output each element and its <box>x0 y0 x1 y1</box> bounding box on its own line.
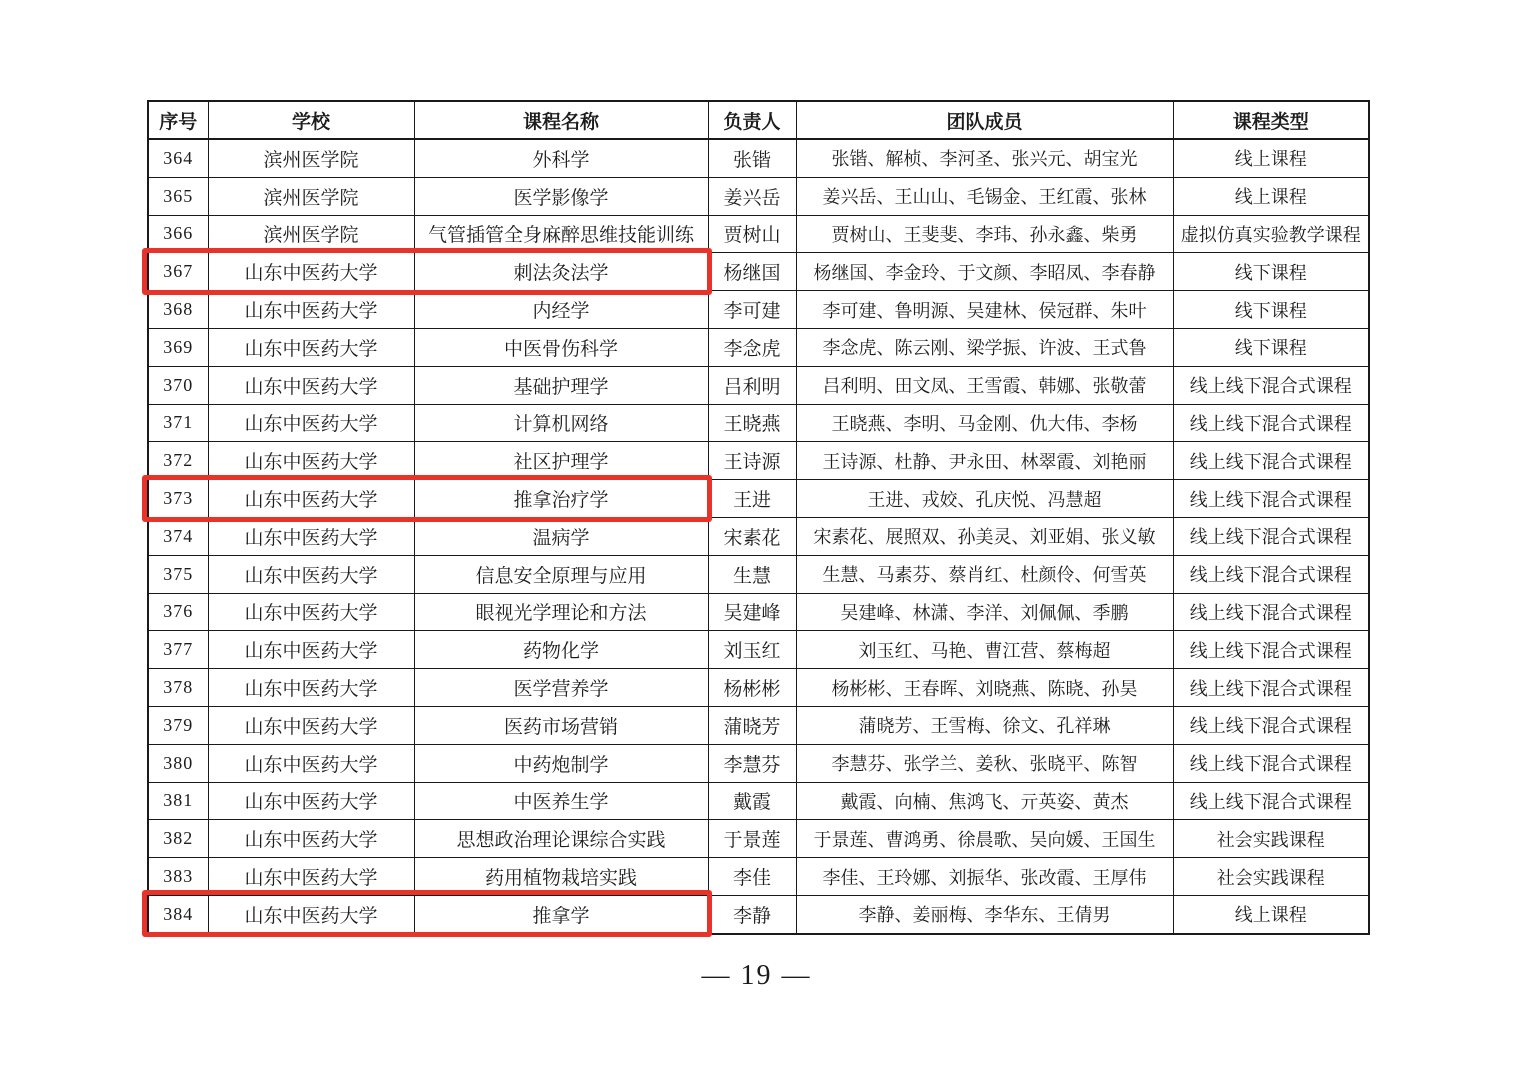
cell-type: 线上线下混合式课程 <box>1173 442 1369 480</box>
cell-leader: 王诗源 <box>708 442 796 480</box>
cell-leader: 李静 <box>708 895 796 933</box>
cell-no: 368 <box>148 291 208 329</box>
cell-team: 刘玉红、马艳、曹江营、蔡梅超 <box>796 631 1173 669</box>
cell-type: 线下课程 <box>1173 328 1369 366</box>
table-row <box>148 895 1369 933</box>
cell-type: 线上线下混合式课程 <box>1173 517 1369 555</box>
table-row <box>148 820 1369 858</box>
cell-no: 365 <box>148 177 208 215</box>
cell-school: 山东中医药大学 <box>208 631 414 669</box>
cell-course: 推拿治疗学 <box>414 480 708 518</box>
cell-type: 虚拟仿真实验教学课程 <box>1173 215 1369 253</box>
cell-course: 外科学 <box>414 139 708 177</box>
cell-school: 山东中医药大学 <box>208 669 414 707</box>
cell-school: 山东中医药大学 <box>208 291 414 329</box>
cell-type: 线下课程 <box>1173 291 1369 329</box>
table-row <box>148 517 1369 555</box>
table-wrapper <box>147 100 1368 935</box>
cell-no: 380 <box>148 744 208 782</box>
cell-no: 364 <box>148 139 208 177</box>
table-row <box>148 858 1369 896</box>
cell-team: 李静、姜丽梅、李华东、王倩男 <box>796 895 1173 933</box>
cell-school: 滨州医学院 <box>208 215 414 253</box>
cell-type: 线上线下混合式课程 <box>1173 669 1369 707</box>
table-header-row <box>148 101 1369 139</box>
table-row <box>148 782 1369 820</box>
cell-no: 384 <box>148 895 208 933</box>
cell-course: 眼视光学理论和方法 <box>414 593 708 631</box>
cell-school: 山东中医药大学 <box>208 858 414 896</box>
cell-no: 377 <box>148 631 208 669</box>
cell-team: 宋素花、展照双、孙美灵、刘亚娟、张义敏 <box>796 517 1173 555</box>
cell-course: 气管插管全身麻醉思维技能训练 <box>414 215 708 253</box>
cell-type: 线上线下混合式课程 <box>1173 706 1369 744</box>
cell-team: 吕利明、田文凤、王雪霞、韩娜、张敬蕾 <box>796 366 1173 404</box>
cell-leader: 王晓燕 <box>708 404 796 442</box>
cell-team: 贾树山、王斐斐、李玮、孙永鑫、柴勇 <box>796 215 1173 253</box>
cell-type: 线上线下混合式课程 <box>1173 366 1369 404</box>
cell-no: 369 <box>148 328 208 366</box>
cell-leader: 贾树山 <box>708 215 796 253</box>
cell-leader: 李慧芬 <box>708 744 796 782</box>
cell-no: 371 <box>148 404 208 442</box>
cell-leader: 李念虎 <box>708 328 796 366</box>
cell-school: 山东中医药大学 <box>208 366 414 404</box>
cell-course: 计算机网络 <box>414 404 708 442</box>
cell-team: 王诗源、杜静、尹永田、林翠霞、刘艳丽 <box>796 442 1173 480</box>
cell-type: 线上线下混合式课程 <box>1173 404 1369 442</box>
cell-no: 367 <box>148 253 208 291</box>
cell-school: 山东中医药大学 <box>208 820 414 858</box>
cell-leader: 李佳 <box>708 858 796 896</box>
cell-no: 376 <box>148 593 208 631</box>
cell-team: 杨继国、李金玲、于文颜、李昭凤、李春静 <box>796 253 1173 291</box>
cell-course: 内经学 <box>414 291 708 329</box>
cell-school: 山东中医药大学 <box>208 517 414 555</box>
cell-team: 王晓燕、李明、马金刚、仇大伟、李杨 <box>796 404 1173 442</box>
table-row <box>148 593 1369 631</box>
table-row <box>148 442 1369 480</box>
cell-leader: 张锴 <box>708 139 796 177</box>
table-row <box>148 366 1369 404</box>
cell-type: 线上线下混合式课程 <box>1173 631 1369 669</box>
cell-course: 医学影像学 <box>414 177 708 215</box>
cell-course: 思想政治理论课综合实践 <box>414 820 708 858</box>
cell-team: 吴建峰、林潇、李洋、刘佩佩、季鹏 <box>796 593 1173 631</box>
cell-team: 张锴、解桢、李河圣、张兴元、胡宝光 <box>796 139 1173 177</box>
col-header-team: 团队成员 <box>796 101 1173 139</box>
cell-school: 山东中医药大学 <box>208 555 414 593</box>
cell-school: 山东中医药大学 <box>208 404 414 442</box>
cell-type: 社会实践课程 <box>1173 820 1369 858</box>
page-number: — 19 — <box>701 960 812 991</box>
cell-team: 戴霞、向楠、焦鸿飞、亓英姿、黄杰 <box>796 782 1173 820</box>
cell-leader: 杨继国 <box>708 253 796 291</box>
table-row <box>148 291 1369 329</box>
table-row <box>148 328 1369 366</box>
table-row <box>148 631 1369 669</box>
cell-school: 山东中医药大学 <box>208 782 414 820</box>
cell-team: 于景莲、曹鸿勇、徐晨歌、吴向媛、王国生 <box>796 820 1173 858</box>
cell-team: 王进、戎姣、孔庆悦、冯慧超 <box>796 480 1173 518</box>
col-header-school: 学校 <box>208 101 414 139</box>
cell-school: 滨州医学院 <box>208 177 414 215</box>
cell-type: 线上课程 <box>1173 139 1369 177</box>
cell-course: 医药市场营销 <box>414 706 708 744</box>
cell-school: 滨州医学院 <box>208 139 414 177</box>
table-row <box>148 253 1369 291</box>
cell-team: 姜兴岳、王山山、毛锡金、王红霞、张林 <box>796 177 1173 215</box>
cell-type: 社会实践课程 <box>1173 858 1369 896</box>
cell-team: 李慧芬、张学兰、姜秋、张晓平、陈智 <box>796 744 1173 782</box>
cell-leader: 于景莲 <box>708 820 796 858</box>
cell-school: 山东中医药大学 <box>208 253 414 291</box>
table-row <box>148 177 1369 215</box>
cell-course: 信息安全原理与应用 <box>414 555 708 593</box>
cell-no: 372 <box>148 442 208 480</box>
cell-no: 375 <box>148 555 208 593</box>
cell-course: 药物化学 <box>414 631 708 669</box>
table-row <box>148 215 1369 253</box>
cell-leader: 宋素花 <box>708 517 796 555</box>
table-row <box>148 404 1369 442</box>
cell-no: 381 <box>148 782 208 820</box>
cell-type: 线上课程 <box>1173 895 1369 933</box>
cell-no: 383 <box>148 858 208 896</box>
col-header-leader: 负责人 <box>708 101 796 139</box>
cell-leader: 吴建峰 <box>708 593 796 631</box>
cell-leader: 王进 <box>708 480 796 518</box>
cell-no: 366 <box>148 215 208 253</box>
cell-team: 生慧、马素芬、蔡肖红、杜颜伶、何雪英 <box>796 555 1173 593</box>
cell-school: 山东中医药大学 <box>208 593 414 631</box>
cell-type: 线上线下混合式课程 <box>1173 593 1369 631</box>
col-header-course: 课程名称 <box>414 101 708 139</box>
cell-course: 推拿学 <box>414 895 708 933</box>
cell-team: 李佳、王玲娜、刘振华、张改霞、王厚伟 <box>796 858 1173 896</box>
cell-team: 蒲晓芳、王雪梅、徐文、孔祥琳 <box>796 706 1173 744</box>
cell-course: 社区护理学 <box>414 442 708 480</box>
cell-no: 378 <box>148 669 208 707</box>
cell-school: 山东中医药大学 <box>208 744 414 782</box>
cell-course: 中医骨伤科学 <box>414 328 708 366</box>
cell-leader: 蒲晓芳 <box>708 706 796 744</box>
cell-type: 线下课程 <box>1173 253 1369 291</box>
cell-school: 山东中医药大学 <box>208 328 414 366</box>
cell-team: 杨彬彬、王春晖、刘晓燕、陈晓、孙昊 <box>796 669 1173 707</box>
cell-type: 线上线下混合式课程 <box>1173 744 1369 782</box>
cell-course: 中药炮制学 <box>414 744 708 782</box>
cell-school: 山东中医药大学 <box>208 442 414 480</box>
cell-leader: 姜兴岳 <box>708 177 796 215</box>
cell-type: 线上线下混合式课程 <box>1173 480 1369 518</box>
cell-no: 382 <box>148 820 208 858</box>
cell-no: 379 <box>148 706 208 744</box>
table-row <box>148 706 1369 744</box>
col-header-type: 课程类型 <box>1173 101 1369 139</box>
cell-team: 李念虎、陈云刚、梁学振、许波、王式鲁 <box>796 328 1173 366</box>
cell-leader: 生慧 <box>708 555 796 593</box>
cell-course: 中医养生学 <box>414 782 708 820</box>
table-row <box>148 139 1369 177</box>
cell-school: 山东中医药大学 <box>208 480 414 518</box>
cell-school: 山东中医药大学 <box>208 895 414 933</box>
table-row <box>148 555 1369 593</box>
cell-leader: 李可建 <box>708 291 796 329</box>
table-body <box>148 139 1369 934</box>
cell-course: 温病学 <box>414 517 708 555</box>
cell-leader: 刘玉红 <box>708 631 796 669</box>
table-row <box>148 669 1369 707</box>
course-table <box>147 100 1370 935</box>
cell-type: 线上线下混合式课程 <box>1173 555 1369 593</box>
cell-no: 370 <box>148 366 208 404</box>
cell-team: 李可建、鲁明源、吴建林、侯冠群、朱叶 <box>796 291 1173 329</box>
cell-course: 基础护理学 <box>414 366 708 404</box>
cell-course: 医学营养学 <box>414 669 708 707</box>
cell-course: 刺法灸法学 <box>414 253 708 291</box>
cell-no: 374 <box>148 517 208 555</box>
cell-type: 线上线下混合式课程 <box>1173 782 1369 820</box>
col-header-no: 序号 <box>148 101 208 139</box>
cell-leader: 杨彬彬 <box>708 669 796 707</box>
cell-type: 线上课程 <box>1173 177 1369 215</box>
cell-no: 373 <box>148 480 208 518</box>
table-row <box>148 744 1369 782</box>
cell-leader: 吕利明 <box>708 366 796 404</box>
cell-school: 山东中医药大学 <box>208 706 414 744</box>
cell-leader: 戴霞 <box>708 782 796 820</box>
table-row <box>148 480 1369 518</box>
cell-course: 药用植物栽培实践 <box>414 858 708 896</box>
